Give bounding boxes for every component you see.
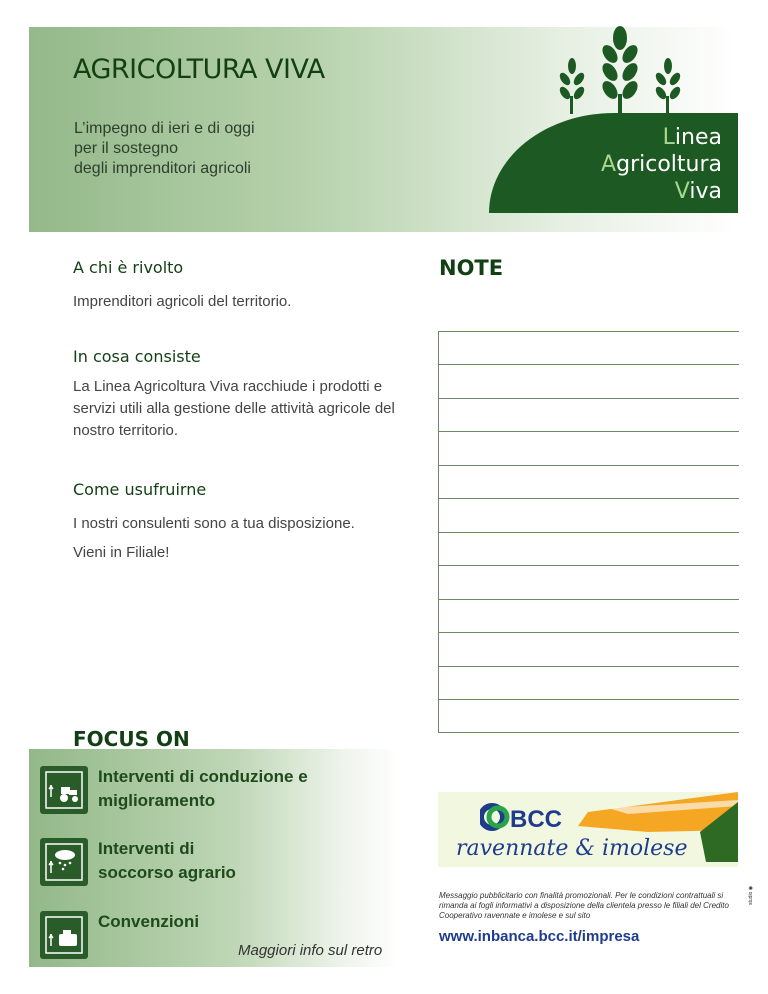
website-link[interactable]: www.inbanca.bcc.it/impresa [439, 928, 640, 945]
tractor-icon [40, 766, 88, 814]
section-heading-chi: A chi è rivolto [73, 258, 184, 277]
more-info-note: Maggiori info sul retro [238, 942, 383, 959]
note-line [439, 498, 739, 499]
note-line [439, 465, 739, 466]
bank-logo [438, 792, 738, 867]
badge-text [601, 124, 722, 205]
studio-mark: studio ◉ [748, 885, 754, 905]
page-title: AGRICOLTURA VIVA [73, 54, 325, 85]
focus-heading: FOCUS ON [73, 727, 190, 751]
handshake-icon [40, 911, 88, 959]
note-line [439, 364, 739, 365]
focus-item: Convenzioni [98, 912, 200, 931]
tagline-line: degli imprenditori agricoli [74, 160, 251, 177]
notes-area [438, 331, 739, 733]
badge-line: Viva [674, 179, 722, 204]
come-line: I nostri consulenti sono a tua disposizione. [73, 515, 355, 532]
notes-heading: NOTE [439, 256, 504, 280]
wheat-logo-icon [550, 24, 690, 124]
note-line [439, 599, 739, 600]
section-text-come [73, 509, 355, 567]
tagline [74, 119, 255, 179]
note-line [439, 732, 739, 733]
note-line [439, 699, 739, 700]
note-line [439, 666, 739, 667]
tagline-line: per il sostegno [74, 140, 179, 157]
note-line [439, 532, 739, 533]
section-text-chi: Imprenditori agricoli del territorio. [73, 293, 292, 310]
come-line: Vieni in Filiale! [73, 544, 170, 561]
badge-line: Linea [662, 125, 722, 150]
disclaimer: Messaggio pubblicitario con finalità promozionali. Per le condizioni contrattuali si rimanda ai fogli informativi a disposizione della clientela presso le filiali del Credito Cooperativo ravennate e imolese e sul sito [439, 891, 729, 920]
note-line [439, 398, 739, 399]
bcc-logo-text: BCC [510, 806, 562, 833]
note-line [439, 431, 739, 432]
tagline-line: L’impegno di ieri e di oggi [74, 120, 255, 137]
note-line [439, 331, 739, 332]
focus-item: Interventi di conduzione e miglioramento [98, 767, 308, 810]
badge-line: Agricoltura [601, 152, 722, 177]
note-line [439, 565, 739, 566]
section-heading-come: Come usufruirne [73, 480, 207, 499]
section-text-cosa: La Linea Agricoltura Viva racchiude i prodotti e servizi utili alla gestione delle attività agricole del nostro territorio. [73, 378, 395, 439]
bank-name: ravennate & imolese [456, 836, 688, 861]
section-heading-cosa: In cosa consiste [73, 347, 201, 366]
bcc-symbol-icon [480, 802, 510, 832]
note-line [439, 632, 739, 633]
hail-cloud-icon [40, 838, 88, 886]
focus-item: Interventi di soccorso agrario [98, 839, 236, 882]
